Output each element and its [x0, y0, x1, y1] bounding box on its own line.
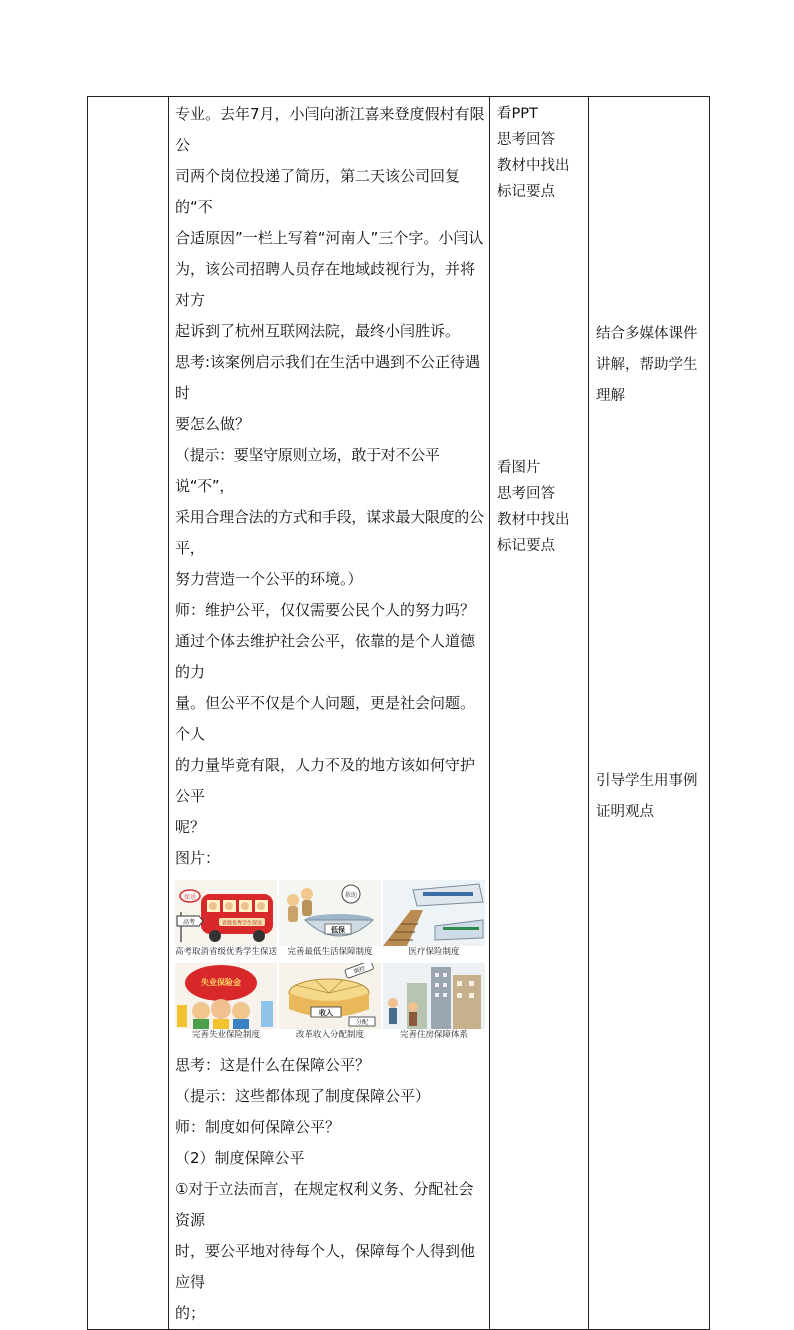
- lesson-plan-table: [87, 96, 710, 1330]
- cake-sign-text: 分配: [355, 1019, 369, 1026]
- picture-cell: [383, 880, 485, 959]
- teacher-question-line: 师：制度如何保障公平？: [175, 1118, 341, 1136]
- teaching-content: [169, 97, 489, 1329]
- picture-cell: [279, 963, 381, 1042]
- picture-caption: 完善失业保险制度: [191, 1030, 260, 1040]
- activity-line: 标记要点: [497, 538, 555, 554]
- activity-line: 教材中找出: [497, 158, 570, 174]
- bus-image: [175, 880, 277, 946]
- activity-line: 看图片: [497, 460, 541, 476]
- content-line: 呢？: [175, 818, 206, 836]
- activity-line: 教材中找出: [497, 512, 570, 528]
- housing-image: [383, 963, 485, 1029]
- picture-grid: [175, 880, 485, 1042]
- hint-line: 采用合理合法的方式和手段，谋求最大限度的公平，: [175, 508, 484, 557]
- bowl-image: [279, 880, 381, 946]
- bus-sign-text: 保送: [183, 894, 197, 901]
- table-row: [88, 97, 710, 1330]
- content-line: 时，要公平地对待每个人，保障每个人得到他应得: [175, 1242, 476, 1291]
- intent-line: 证明观点: [596, 804, 654, 820]
- activity-line: 思考回答: [497, 132, 555, 148]
- picture-caption: 完善住房保障体系: [399, 1030, 468, 1040]
- intent-line: 结合多媒体课件: [596, 326, 698, 342]
- train-image: [383, 880, 485, 946]
- balloon-text: 失业保险金: [201, 978, 241, 987]
- picture-caption: 改革收入分配制度: [295, 1030, 364, 1040]
- picture-caption: 高考取消省级优秀学生保送: [175, 947, 278, 957]
- balloon-image: [175, 963, 277, 1029]
- content-line: 起诉到了杭州互联网法院，最终小闫胜诉。: [175, 322, 461, 340]
- design-intent-column: [589, 97, 710, 1330]
- content-line: 合适原因”一栏上写着“河南人”三个字。小闫认: [175, 229, 484, 247]
- cake-image: [279, 963, 381, 1029]
- cake-tag-text: 调控: [352, 965, 367, 976]
- section-heading: （2）制度保障公平: [175, 1149, 305, 1167]
- bowl-label-text: 低保: [331, 926, 345, 934]
- content-line: 司两个岗位投递了简历，第二天该公司回复的“不: [175, 167, 461, 216]
- content-line: 的力量毕竟有限，人力不及的地方该如何守护公平: [175, 756, 476, 805]
- intent-line: 理解: [596, 388, 625, 404]
- student-activity-block-1: [490, 97, 588, 205]
- design-intent-block-2: [589, 762, 709, 828]
- content-line: 为，该公司招聘人员存在地域歧视行为，并将对方: [175, 260, 476, 309]
- picture-cell: [279, 880, 381, 959]
- content-line: 专业。去年7月，小闫向浙江喜来登度假村有限公: [175, 105, 485, 154]
- picture-caption: 完善最低生活保障制度: [287, 947, 373, 957]
- road-sign-text: 高考: [182, 919, 196, 926]
- content-line: 通过个体去维护社会公平，依靠的是个人道德的力: [175, 632, 476, 681]
- student-activity-column: [490, 97, 589, 1330]
- section-column: [88, 97, 169, 1330]
- picture-row: [175, 880, 485, 959]
- picture-cell: [175, 880, 277, 959]
- pictures-label: 图片：: [175, 849, 221, 867]
- question-line: 思考:该案例启示我们在生活中遇到不公正待遇时: [175, 353, 481, 402]
- activity-line: 思考回答: [497, 486, 555, 502]
- activity-line: 看PPT: [497, 106, 538, 122]
- picture-cell: [383, 963, 485, 1042]
- picture-row: [175, 963, 485, 1042]
- question-line: 要怎么做？: [175, 415, 251, 433]
- picture-caption: 医疗保险制度: [408, 947, 460, 957]
- student-activity-block-2: [490, 451, 588, 559]
- cake-label-text: 收入: [319, 1009, 333, 1017]
- content-line: 的；: [175, 1304, 206, 1322]
- activity-line: 标记要点: [497, 184, 555, 200]
- coin-text: 救助: [344, 892, 358, 899]
- teaching-content-column: [169, 97, 490, 1330]
- question-line: 思考：这是什么在保障公平？: [175, 1056, 371, 1074]
- intent-line: 讲解，帮助学生: [596, 357, 698, 373]
- hint-line: （提示：要坚守原则立场，敢于对不公平说“不”，: [175, 446, 440, 495]
- intent-line: 引导学生用事例: [596, 773, 698, 789]
- teacher-question-line: 师：维护公平，仅仅需要公民个人的努力吗？: [175, 601, 476, 619]
- picture-cell: [175, 963, 277, 1042]
- hint-line: （提示：这些都体现了制度保障公平）: [175, 1087, 431, 1105]
- bus-banner-text: 省级优秀学生保送: [221, 920, 263, 927]
- content-line: 量。但公平不仅是个人问题，更是社会问题。个人: [175, 694, 476, 743]
- content-line: ①对于立法而言，在规定权利义务、分配社会资源: [175, 1180, 474, 1229]
- hint-line: 努力营造一个公平的环境。）: [175, 570, 363, 588]
- design-intent-block-1: [589, 315, 709, 412]
